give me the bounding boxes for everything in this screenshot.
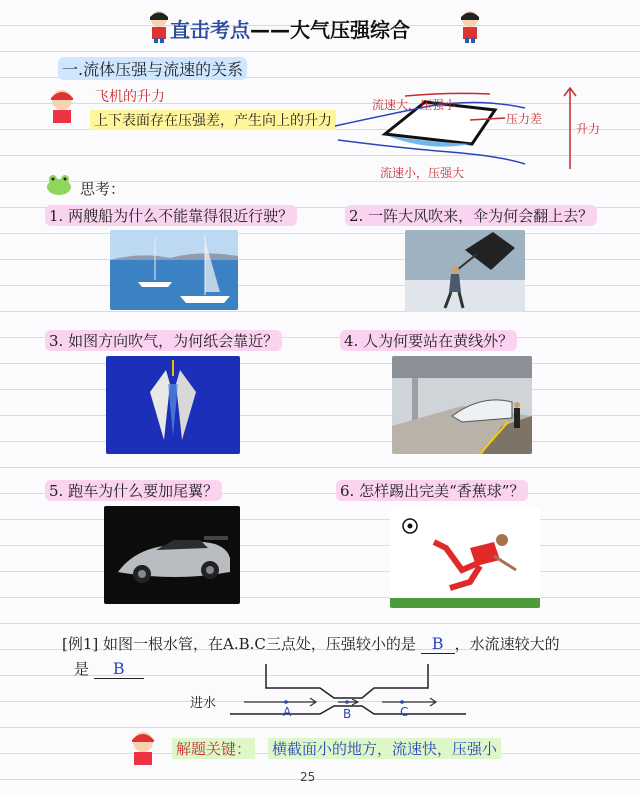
train-platform-photo xyxy=(392,356,532,454)
top-flow-label: 流速大，压强小 xyxy=(372,98,457,112)
key-label: 解题关键： xyxy=(172,738,255,759)
example-line-1 xyxy=(62,633,560,654)
teacher-mascot-bottom-icon xyxy=(126,728,160,772)
sports-car-photo xyxy=(104,506,240,604)
paper-blow-photo xyxy=(106,356,240,454)
answer-1: B xyxy=(421,634,455,654)
point-b: B xyxy=(343,707,352,721)
question-3: 3. 如图方向吹气，为何纸会靠近？ xyxy=(45,330,282,351)
page-number: 25 xyxy=(300,770,316,784)
teacher-mascot-icon xyxy=(45,86,79,130)
lift-force-label: 升力 xyxy=(576,122,601,136)
example-suffix: ，水流速较大的 xyxy=(454,635,560,653)
question-4: 4. 人为何要站在黄线外？ xyxy=(340,330,517,351)
key-text: 横截面小的地方，流速快，压强小 xyxy=(268,738,501,759)
example-line-2 xyxy=(74,658,144,679)
question-2: 2. 一阵大风吹来，伞为何会翻上去？ xyxy=(345,205,597,226)
frog-icon xyxy=(44,172,74,200)
mascot-left-icon xyxy=(145,8,173,48)
page-title: 直击考点——大气压强综合 xyxy=(170,18,410,42)
lift-description: 上下表面存在压强差，产生向上的升力 xyxy=(90,110,336,130)
point-a: A xyxy=(283,705,292,719)
lift-title: 飞机的升力 xyxy=(95,89,165,105)
pressure-diff-label: 压力差 xyxy=(506,112,543,126)
example-line2-prefix: 是 xyxy=(74,660,90,678)
title-main: 直击考点 xyxy=(170,18,250,42)
title-sub: 大气压强综合 xyxy=(290,18,410,42)
example-prefix: [例1] 如图一根水管，在A.B.C三点处，压强较小的是 xyxy=(62,635,416,653)
sailboats-photo xyxy=(110,230,238,310)
question-5: 5. 跑车为什么要加尾翼？ xyxy=(45,480,222,501)
section-heading: 一.流体压强与流速的关系 xyxy=(58,57,247,80)
inlet-label: 进水 xyxy=(190,696,217,711)
question-1: 1. 两艘船为什么不能靠得很近行驶？ xyxy=(45,205,297,226)
bottom-flow-label: 流速小，压强大 xyxy=(380,166,465,180)
mascot-right-icon xyxy=(456,8,484,48)
question-6: 6. 怎样踢出完美“香蕉球”？ xyxy=(336,480,528,501)
point-c: C xyxy=(400,705,409,719)
think-label: 思考： xyxy=(80,180,126,198)
soccer-kick-photo xyxy=(390,508,540,608)
answer-2: B xyxy=(94,659,144,679)
umbrella-photo xyxy=(405,230,525,312)
